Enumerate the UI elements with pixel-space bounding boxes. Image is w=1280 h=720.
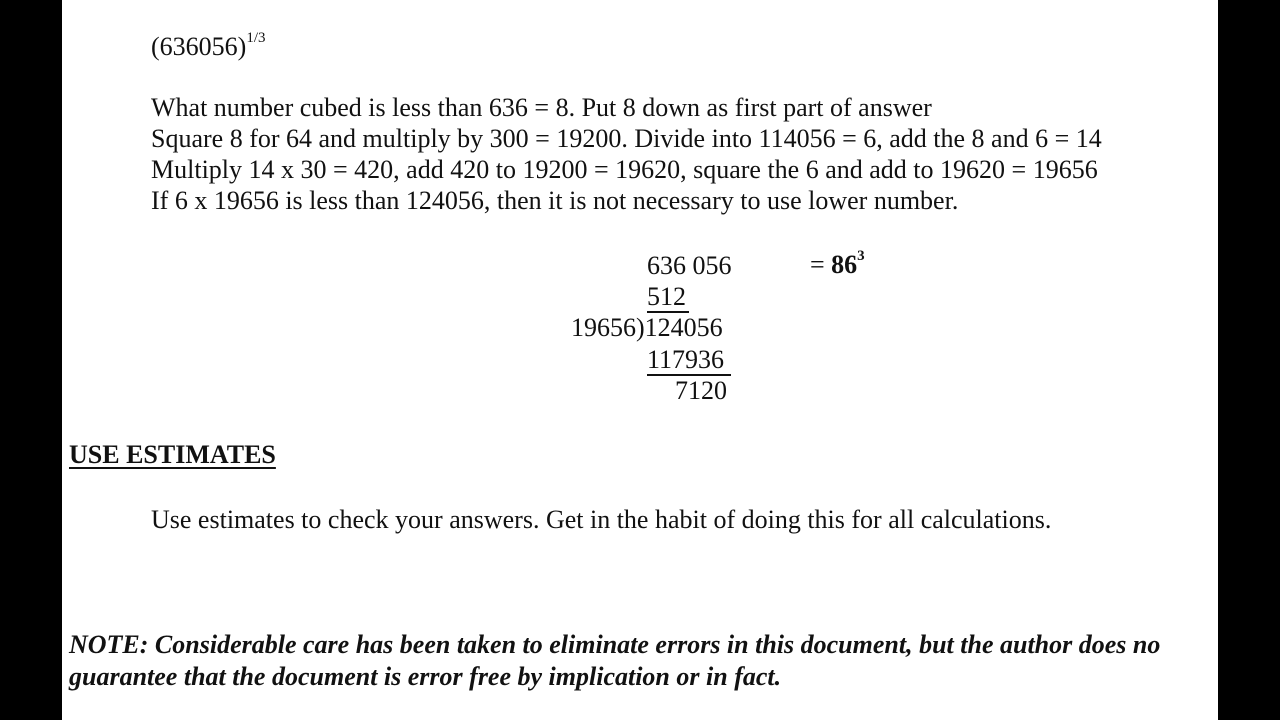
note-line-2: guarantee that the document is error free by implication or in fact. <box>69 662 782 691</box>
expression-exponent: 1/3 <box>246 30 266 46</box>
result-base: 86 <box>831 250 858 279</box>
step-line-4: If 6 x 19656 is less than 124056, then it is not necessary to use lower number. <box>151 186 959 215</box>
step-line-3: Multiply 14 x 30 = 420, add 420 to 19200 = 19620, square the 6 and add to 19620 = 19656 <box>151 155 1098 184</box>
document-page <box>62 0 1218 720</box>
step-line-2: Square 8 for 64 and multiply by 300 = 19200. Divide into 114056 = 6, add the 8 and 6 = 14 <box>151 124 1102 153</box>
result-exponent: 3 <box>857 248 865 264</box>
section-heading: USE ESTIMATES <box>69 440 276 469</box>
estimate-text: Use estimates to check your answers. Get in the habit of doing this for all calculations. <box>151 505 1052 534</box>
division-first-subtract: 512 <box>647 282 686 311</box>
cube-root-expression <box>151 30 266 61</box>
result-prefix: = <box>810 250 832 279</box>
step-line-1: What number cubed is less than 636 = 8. Put 8 down as first part of answer <box>151 93 932 122</box>
note-line-1: NOTE: Considerable care has been taken to eliminate errors in this document, but the author does no <box>69 630 1161 659</box>
division-result <box>810 248 865 279</box>
expression-base: (636056) <box>151 32 247 61</box>
division-second-subtract: 117936 <box>647 345 725 374</box>
division-divisor-row: 19656)124056 <box>571 313 723 342</box>
division-dividend: 636 056 <box>647 251 732 280</box>
division-remainder: 7120 <box>675 376 727 405</box>
